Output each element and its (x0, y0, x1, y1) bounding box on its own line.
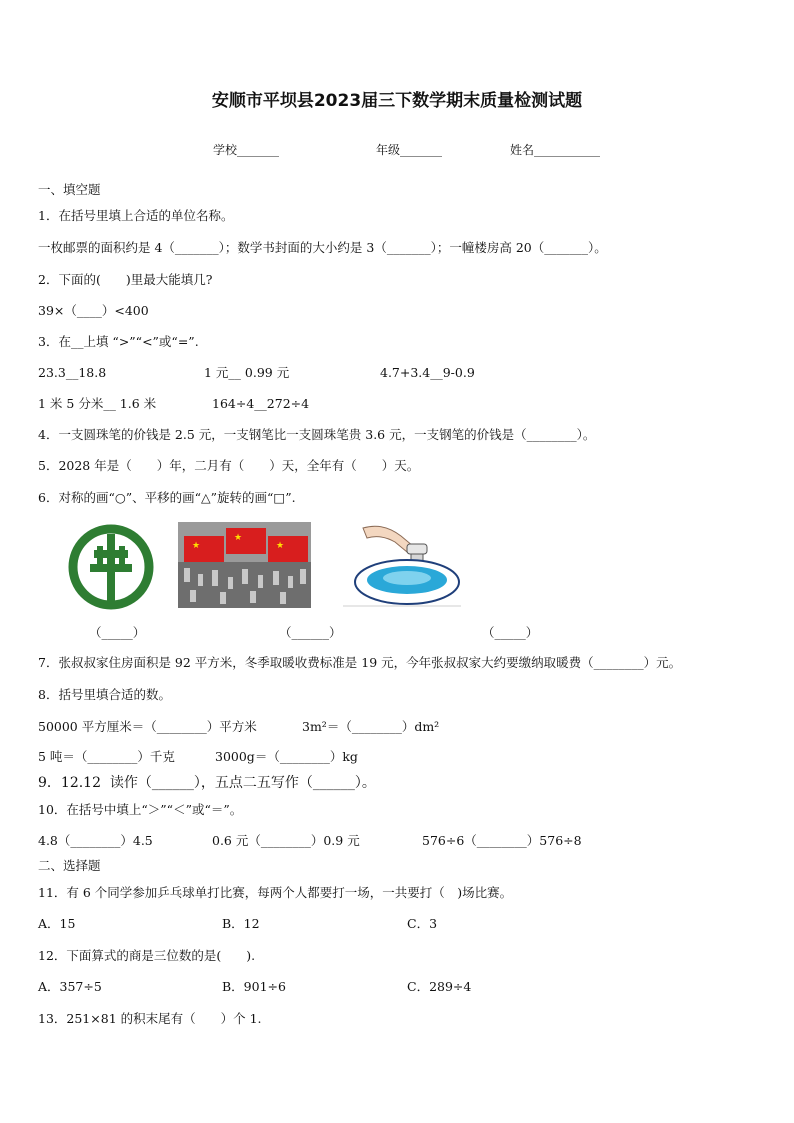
question-11-option-c[interactable]: C．3 (407, 916, 438, 931)
question-3-item-3: 4.7+3.4__9-0.9 (380, 365, 475, 380)
question-2-body: 39×（____）<400 (38, 303, 149, 318)
question-13: 13．251×81 的积末尾有（ ）个 1. (38, 1011, 262, 1026)
question-6: 6．对称的画“○”、平移的画“△”旋转的画“□”. (38, 490, 296, 505)
page-title: 安顺市平坝县2023届三下数学期末质量检测试题 (211, 91, 583, 111)
question-7: 7．张叔叔家住房面积是 92 平方米，冬季取暖收费标准是 19 元，今年张叔叔家大约要缴纳取暖费（________）元。 (38, 655, 682, 670)
question-11: 11．有 6 个同学参加乒乓球单打比赛，每两个人都要打一场，一共要打（ )场比赛。 (38, 885, 513, 900)
grade-field: 年级_______ (376, 143, 443, 157)
name-field: 姓名___________ (510, 143, 601, 157)
question-2: 2．下面的( )里最大能填几? (38, 272, 213, 287)
bank-logo-icon (64, 524, 158, 610)
question-12-option-b[interactable]: B．901÷6 (222, 979, 286, 994)
question-3-item-5: 164÷4__272÷4 (212, 396, 310, 411)
svg-text:★: ★ (192, 541, 201, 551)
school-field: 学校_______ (213, 143, 280, 157)
question-1-body: 一枚邮票的面积约是 4（_______）；数学书封面的大小约是 3（_______）；一幢楼房高 20（_______）。 (38, 240, 607, 255)
question-8-item-3: 5 吨＝（________）千克 (38, 749, 175, 764)
question-1: 1．在括号里填上合适的单位名称。 (38, 208, 234, 223)
question-3: 3．在__上填 “>”“<”或“=”. (38, 334, 199, 349)
question-9: 9．12.12 读作（______），五点二五写作（______）。 (38, 775, 376, 791)
flags-icon (178, 522, 311, 608)
question-10-item-1: 4.8（________）4.5 (38, 833, 153, 848)
section-choice-heading: 二、选择题 (38, 858, 101, 873)
question-10: 10．在括号中填上“＞”“＜”或“＝”。 (38, 802, 243, 817)
question-12-option-c[interactable]: C．289÷4 (407, 979, 472, 994)
question-3-item-4: 1 米 5 分米__ 1.6 米 (38, 396, 157, 411)
question-8-item-1: 50000 平方厘米＝（________）平方米 (38, 719, 257, 734)
question-5: 5．2028 年是（ ）年，二月有（ ）天，全年有（ ）天。 (38, 458, 420, 473)
question-11-option-b[interactable]: B．12 (222, 916, 260, 931)
question-11-option-a[interactable]: A．15 (38, 916, 76, 931)
answer-blank-2[interactable]: （______） (279, 625, 342, 640)
question-10-item-2: 0.6 元（________）0.9 元 (212, 833, 360, 848)
section-fill-heading: 一、填空题 (38, 182, 101, 197)
faucet-sink-icon (343, 520, 461, 608)
question-3-item-1: 23.3__18.8 (38, 365, 107, 380)
question-8-item-2: 3m²＝（________）dm² (302, 719, 440, 734)
question-12-option-a[interactable]: A．357÷5 (38, 979, 102, 994)
question-8-item-4: 3000g＝（________）kg (215, 749, 358, 764)
question-12: 12．下面算式的商是三位数的是( ). (38, 948, 256, 963)
answer-blank-3[interactable]: （_____） (482, 625, 539, 640)
answer-blank-1[interactable]: （_____） (89, 625, 146, 640)
svg-text:★: ★ (276, 541, 285, 551)
question-4: 4．一支圆珠笔的价钱是 2.5 元，一支钢笔比一支圆珠笔贵 3.6 元，一支钢笔的价钱是（________）。 (38, 427, 596, 442)
question-8: 8．括号里填合适的数。 (38, 687, 171, 702)
question-3-item-2: 1 元__ 0.99 元 (204, 365, 290, 380)
question-10-item-3: 576÷6（________）576÷8 (422, 833, 582, 848)
svg-text:★: ★ (234, 533, 243, 543)
